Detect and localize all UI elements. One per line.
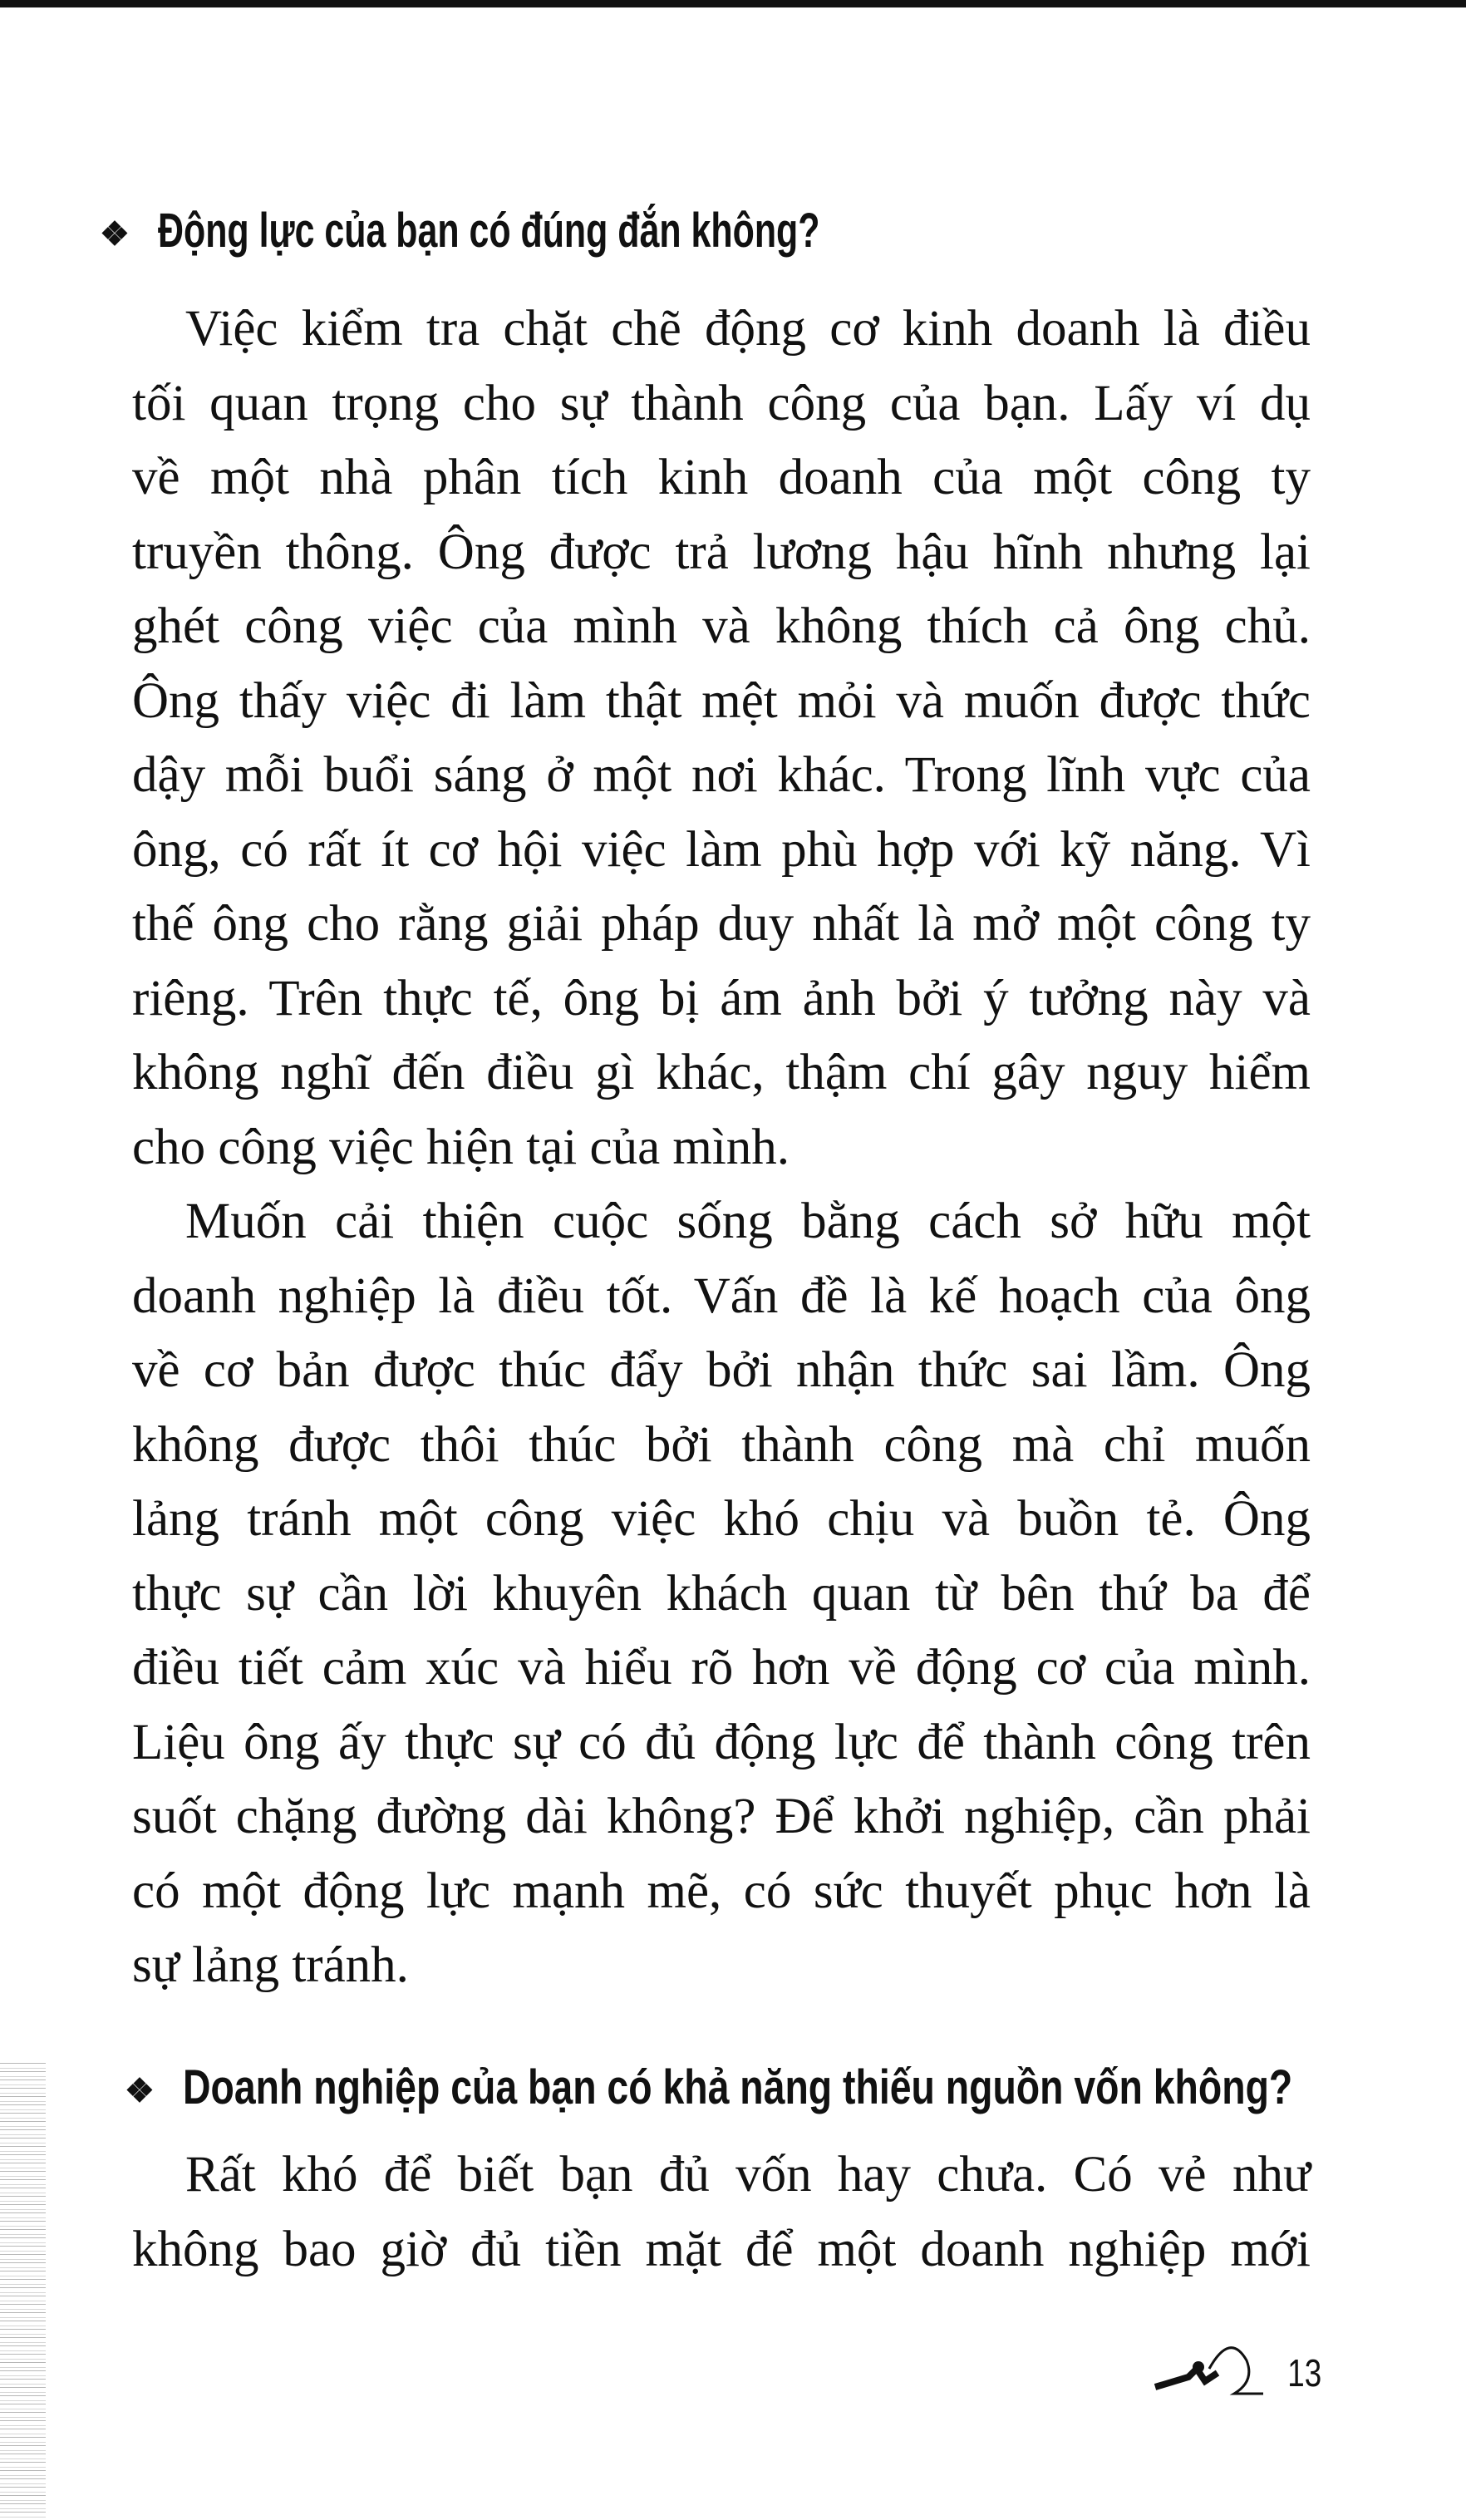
text-line: Rất khó để biết bạn đủ vốn hay chưa. Có vẻ như [185, 2147, 1311, 2203]
text-line: doanh nghiệp là điều tốt. Vấn đề là kế hoạch của ông [132, 1267, 1311, 1324]
text-line: thế ông cho rằng giải pháp duy nhất là mở một công ty [132, 896, 1311, 952]
text-line: điều tiết cảm xúc và hiểu rõ hơn về động cơ của mình. [132, 1640, 1311, 1696]
text-line: riêng. Trên thực tế, ông bị ám ảnh bởi ý tưởng này và [132, 970, 1311, 1026]
scan-top-border [0, 0, 1466, 7]
text-line: Liệu ông ấy thực sự có đủ động lực để thành công trên [132, 1714, 1311, 1770]
text-line: về một nhà phân tích kinh doanh của một công ty [132, 450, 1311, 505]
section-heading-motivation [100, 203, 1052, 258]
text-line: sự lảng tránh. [132, 1937, 409, 1993]
runner-ornament-icon [1139, 2335, 1263, 2402]
text-line: truyền thông. Ông được trả lương hậu hĩnh nhưng lại [132, 524, 1311, 580]
text-line: Muốn cải thiện cuộc sống bằng cách sở hữu một [185, 1194, 1311, 1249]
page-footer [1139, 2335, 1321, 2402]
text-line: cho công việc hiện tại của mình. [132, 1119, 790, 1175]
text-line: tối quan trọng cho sự thành công của bạn. Lấy ví dụ [132, 375, 1311, 431]
text-line: không nghĩ đến điều gì khác, thậm chí gây nguy hiểm [132, 1045, 1311, 1100]
diamond-bullet-icon: ❖ [100, 215, 130, 253]
text-line: suốt chặng đường dài không? Để khởi nghiệp, cần phải [132, 1789, 1311, 1844]
text-line: thực sự cần lời khuyên khách quan từ bên thứ ba để [132, 1565, 1311, 1622]
heading-text: Động lực của bạn có đúng đắn không? [157, 204, 820, 258]
heading-text: Doanh nghiệp của bạn có khả năng thiếu nguồn vốn không? [182, 2060, 1293, 2114]
text-line: không được thôi thúc bởi thành công mà chỉ muốn [132, 1416, 1311, 1473]
text-line: lảng tránh một công việc khó chịu và buồn tẻ. Ông [132, 1491, 1311, 1547]
text-line: Ông thấy việc đi làm thật mệt mỏi và muốn được thức [132, 672, 1311, 729]
text-line: Việc kiểm tra chặt chẽ động cơ kinh doanh là điều [185, 301, 1311, 357]
text-line: về cơ bản được thúc đẩy bởi nhận thức sai lầm. Ông [132, 1342, 1311, 1398]
text-line: không bao giờ đủ tiền mặt để một doanh nghiệp mới [132, 2221, 1311, 2277]
text-line: ông, có rất ít cơ hội việc làm phù hợp với kỹ năng. Vì [132, 821, 1311, 878]
page-number: 13 [1287, 2351, 1321, 2394]
section-heading-capital [125, 2060, 1466, 2115]
section1-body [132, 292, 1311, 2003]
section2-body [132, 2138, 1311, 2286]
diamond-bullet-icon: ❖ [125, 2072, 155, 2109]
text-line: có một động lực mạnh mẽ, có sức thuyết phục hơn là [132, 1863, 1311, 1919]
text-line: ghét công việc của mình và không thích cả ông chủ. [132, 598, 1311, 654]
text-line: dậy mỗi buổi sáng ở một nơi khác. Trong lĩnh vực của [132, 747, 1311, 803]
scan-edge-noise [0, 2061, 46, 2520]
